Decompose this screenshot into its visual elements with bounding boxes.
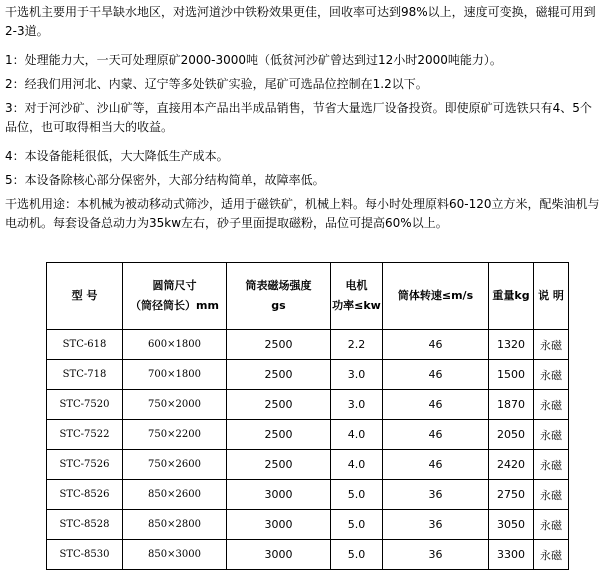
cell-field-strength: 3000	[227, 480, 331, 510]
cell-model: STC-7522	[47, 420, 123, 450]
header-model-line: 型 号	[71, 289, 98, 302]
cell-drum-speed: 36	[383, 540, 489, 570]
cell-field-strength: 2500	[227, 330, 331, 360]
cell-motor-power: 4.0	[331, 450, 383, 480]
cell-note: 永磁	[534, 540, 569, 570]
cell-weight: 2750	[489, 480, 534, 510]
usage-paragraph: 干选机用途：本机械为被动移动式筛沙，适用于磁铁矿，机械上料。每小时处理原料60-120立方米，配柴油机与电动机。每套设备总动力为35kw左右，砂子里面提取磁粉，品位可提高60%以上。	[5, 197, 600, 230]
header-note-line: 说 明	[538, 289, 564, 302]
cell-drum-size: 850×2600	[123, 480, 227, 510]
cell-note: 永磁	[534, 450, 569, 480]
cell-weight: 1870	[489, 390, 534, 420]
cell-motor-power: 3.0	[331, 390, 383, 420]
feature-4: 4：本设备能耗很低，大大降低生产成本。	[5, 149, 229, 163]
cell-model: STC-7520	[47, 390, 123, 420]
cell-field-strength: 2500	[227, 450, 331, 480]
cell-drum-size: 600×1800	[123, 330, 227, 360]
header-weight	[489, 263, 534, 330]
cell-weight: 3050	[489, 510, 534, 540]
feature-3: 3：对于河沙矿、沙山矿等，直接用本产品出半成品销售，节省大量选厂设备投资。即使原矿可选铁只有4、5个品位，也可取得相当大的收益。	[5, 101, 592, 134]
cell-weight: 2420	[489, 450, 534, 480]
table-header-row	[47, 263, 569, 330]
cell-weight: 1500	[489, 360, 534, 390]
cell-drum-size: 750×2600	[123, 450, 227, 480]
header-drum-speed-line: 筒体转速≤m/s	[397, 289, 474, 302]
cell-motor-power: 5.0	[331, 510, 383, 540]
header-drum-size-line: （筒径筒长）mm	[130, 299, 219, 312]
cell-motor-power: 2.2	[331, 330, 383, 360]
table-row	[47, 330, 569, 360]
cell-note: 永磁	[534, 360, 569, 390]
table-row	[47, 390, 569, 420]
cell-note: 永磁	[534, 330, 569, 360]
cell-model: STC-618	[47, 330, 123, 360]
cell-drum-speed: 46	[383, 420, 489, 450]
cell-model: STC-8526	[47, 480, 123, 510]
header-drum-size	[123, 263, 227, 330]
cell-model: STC-718	[47, 360, 123, 390]
cell-note: 永磁	[534, 510, 569, 540]
header-field-strength-line: 筒表磁场强度	[245, 279, 312, 292]
cell-motor-power: 5.0	[331, 540, 383, 570]
cell-motor-power: 4.0	[331, 420, 383, 450]
header-drum-size-line: 圆筒尺寸	[152, 279, 197, 292]
cell-model: STC-8528	[47, 510, 123, 540]
cell-weight: 3300	[489, 540, 534, 570]
feature-1: 1：处理能力大，一天可处理原矿2000-3000吨（低贫河沙矿曾达到过12小时2000吨能力）。	[5, 53, 502, 67]
table-body	[47, 330, 569, 570]
cell-drum-speed: 36	[383, 480, 489, 510]
cell-drum-size: 850×3000	[123, 540, 227, 570]
cell-drum-speed: 46	[383, 450, 489, 480]
cell-model: STC-7526	[47, 450, 123, 480]
intro-paragraph: 干选机主要用于干旱缺水地区，对选河道沙中铁粉效果更佳，回收率可达到98%以上，速度可变换，磁辊可用到2-3道。	[5, 5, 596, 38]
table-row	[47, 450, 569, 480]
cell-note: 永磁	[534, 390, 569, 420]
header-model	[47, 263, 123, 330]
cell-motor-power: 5.0	[331, 480, 383, 510]
cell-weight: 1320	[489, 330, 534, 360]
cell-weight: 2050	[489, 420, 534, 450]
feature-2: 2：经我们用河北、内蒙、辽宁等多处铁矿实验，尾矿可选品位控制在1.2以下。	[5, 77, 428, 91]
table-row	[47, 510, 569, 540]
table-row	[47, 360, 569, 390]
header-field-strength	[227, 263, 331, 330]
header-weight-line: 重量kg	[492, 289, 530, 302]
table-row	[47, 420, 569, 450]
header-drum-speed	[383, 263, 489, 330]
cell-field-strength: 2500	[227, 360, 331, 390]
cell-field-strength: 3000	[227, 510, 331, 540]
cell-drum-size: 750×2000	[123, 390, 227, 420]
cell-model: STC-8530	[47, 540, 123, 570]
header-motor-power	[331, 263, 383, 330]
cell-drum-speed: 46	[383, 360, 489, 390]
feature-5: 5：本设备除核心部分保密外，大部分结构简单，故障率低。	[5, 173, 325, 187]
cell-note: 永磁	[534, 420, 569, 450]
spec-table-wrapper	[46, 262, 568, 570]
spec-table	[46, 262, 569, 570]
header-field-strength-line: gs	[271, 299, 286, 312]
cell-drum-size: 850×2800	[123, 510, 227, 540]
cell-note: 永磁	[534, 480, 569, 510]
table-row	[47, 480, 569, 510]
cell-motor-power: 3.0	[331, 360, 383, 390]
cell-drum-speed: 36	[383, 510, 489, 540]
cell-drum-speed: 46	[383, 390, 489, 420]
cell-drum-size: 700×1800	[123, 360, 227, 390]
header-motor-power-line: 电机	[345, 279, 368, 292]
cell-field-strength: 2500	[227, 420, 331, 450]
cell-field-strength: 2500	[227, 390, 331, 420]
header-motor-power-line: 功率≤kw	[332, 299, 381, 312]
header-note	[534, 263, 569, 330]
cell-field-strength: 3000	[227, 540, 331, 570]
cell-drum-size: 750×2200	[123, 420, 227, 450]
cell-drum-speed: 46	[383, 330, 489, 360]
table-row	[47, 540, 569, 570]
